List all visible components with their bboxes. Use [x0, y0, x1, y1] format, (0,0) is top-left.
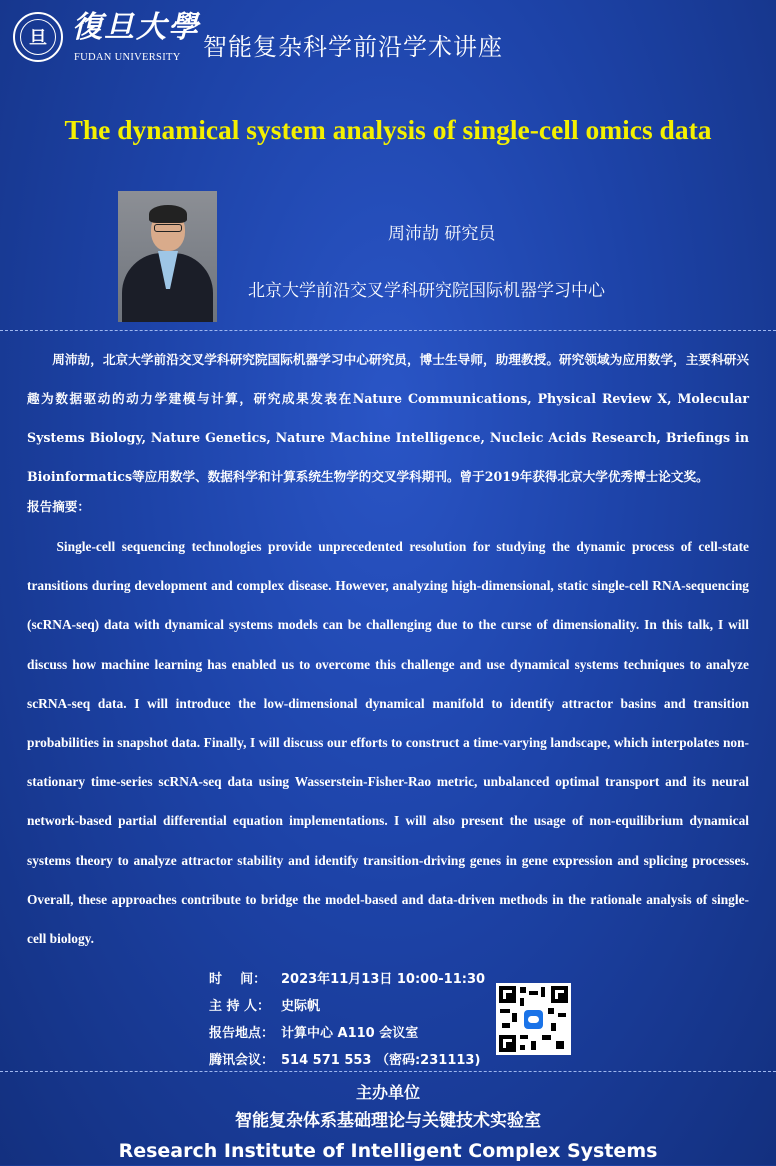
- organizer-label: 主办单位: [355, 1083, 420, 1102]
- divider-top: [0, 330, 776, 331]
- host-label: 主 持 人：: [209, 999, 271, 1014]
- logo-chinese-name: 復旦大學: [72, 10, 200, 45]
- abstract: [27, 527, 749, 958]
- meeting-value: 514 571 553 （密码:231113): [281, 1053, 481, 1068]
- time-row: [209, 966, 485, 993]
- divider-bottom: [0, 1071, 776, 1072]
- header: [0, 0, 776, 80]
- bio-text: 周沛劼，北京大学前沿交叉学科研究院国际机器学习中心研究员，博士生导师，助理教授。研究领域为应用数学，主要科研兴趣为数据驱动的动力学建模与计算，研究成果发表在Nature Communications, Physical Review X, Molecular Systems Biology, Nature Genetics, Nature Machine Intelligence, Nucleic Acids Research, Briefings in Bioinformatics等应用数学、数据科学和计算系统生物学的交叉学科期刊。曾于2019年获得北京大学优秀博士论文奖。: [27, 352, 749, 484]
- footer: [0, 1080, 776, 1166]
- fudan-seal-logo: [13, 12, 63, 62]
- organizer-lab-cn: 智能复杂体系基础理论与关键技术实验室: [235, 1111, 541, 1131]
- venue-row: [209, 1020, 485, 1047]
- venue-label: 报告地点：: [209, 1026, 275, 1041]
- seal-inner: 旦: [20, 19, 56, 55]
- tencent-meeting-icon: [524, 1010, 543, 1029]
- speaker-name: 周沛劼 研究员: [388, 224, 496, 244]
- speaker-photo: [118, 191, 217, 322]
- host-value: 史际帆: [281, 999, 321, 1014]
- organizer-lab-en: Research Institute of Intelligent Complex Systems: [118, 1140, 658, 1162]
- time-label: 时 间：: [209, 972, 267, 987]
- time-value: 2023年11月13日 10:00-11:30: [281, 972, 486, 987]
- meeting-row: [209, 1047, 485, 1074]
- talk-title: The dynamical system analysis of single-cell omics data: [64, 114, 712, 145]
- meeting-label: 腾讯会议：: [209, 1053, 275, 1068]
- speaker-affiliation: 北京大学前沿交叉学科研究院国际机器学习中心: [248, 281, 605, 301]
- qr-code-icon[interactable]: [496, 983, 571, 1055]
- abstract-text: Single-cell sequencing technologies provide unprecedented resolution for studying the dynamic process of cell-state transitions during development and complex disease. However, analyzing high-dimensional, static single-cell RNA-sequencing (scRNA-seq) data with dynamical systems models can be challenging due to the curse of dimensionality. In this talk, I will discuss how machine learning has enabled us to overcome this challenge and use dynamical systems techniques to analyze scRNA-seq data. I will introduce the low-dimensional dynamical manifold to identify attractor basins and transition probabilities in snapshot data. Finally, I will discuss our efforts to construct a time-varying landscape, which interpolates non-stationary time-series scRNA-seq data using Wasserstein-Fisher-Rao metric, unbalanced optimal transport and its neural network-based partial differential equation implementations. I will also present the usage of non-equilibrium dynamical systems theory to analyze attractor stability and identify transition-driving genes in gene expression and splicing processes. Overall, these approaches contribute to bridge the model-based and data-driven methods in the rationale analysis of single-cell biology.: [27, 539, 749, 947]
- logo-english-name: FUDAN UNIVERSITY: [74, 52, 181, 63]
- event-info: [209, 966, 485, 1074]
- lecture-series-title: 智能复杂科学前沿学术讲座: [203, 33, 503, 61]
- venue-value: 计算中心 A110 会议室: [281, 1026, 419, 1041]
- speaker-bio: [27, 340, 749, 496]
- host-row: [209, 993, 485, 1020]
- abstract-label: 报告摘要：: [27, 499, 90, 514]
